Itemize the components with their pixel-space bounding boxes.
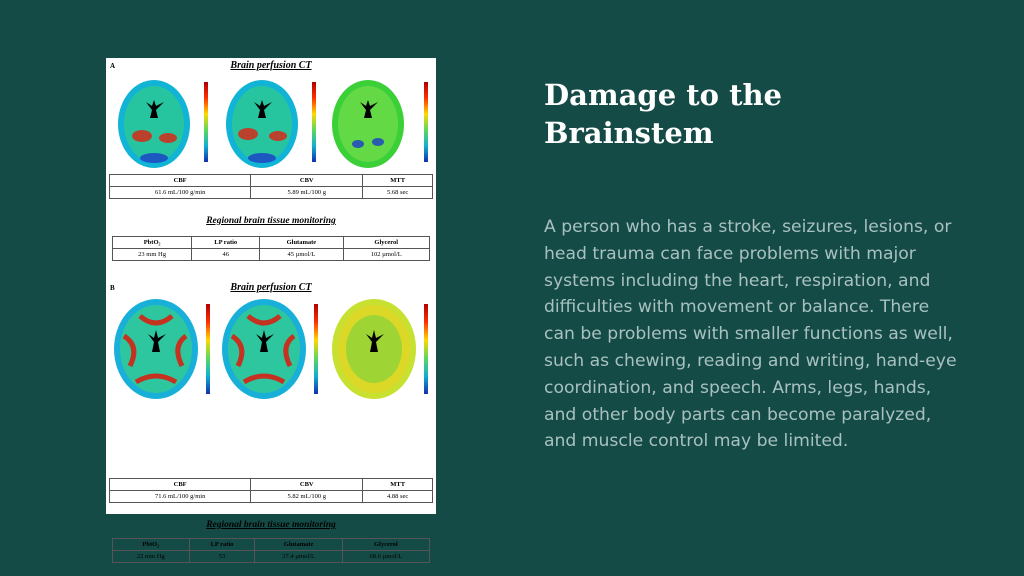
table-cell: 22 mm Hg — [113, 551, 190, 563]
table-header-row — [110, 175, 433, 187]
ct-scan-mtt — [326, 74, 422, 172]
ct-scan-cbf — [112, 74, 208, 172]
table-header-row — [113, 237, 430, 249]
table-header: Glutamate — [255, 539, 342, 551]
table-cell: 5.89 mL/100 g — [251, 187, 363, 199]
monitoring-title: Regional brain tissue monitoring — [206, 216, 336, 226]
table-row — [110, 491, 433, 503]
ct-scan-row — [106, 296, 436, 402]
ct-scan-cbv — [220, 74, 316, 172]
table-header: CBF — [110, 479, 251, 491]
table-row — [113, 551, 430, 563]
table-header: MTT — [363, 175, 433, 187]
colorbar — [204, 82, 208, 162]
slide-title: Damage to the Brainstem — [544, 78, 783, 150]
colorbar — [424, 304, 428, 394]
table-cell: 4.88 sec — [363, 491, 433, 503]
table-cell: 5.68 sec — [363, 187, 433, 199]
ct-scan-row — [106, 74, 436, 172]
panel-letter: A — [110, 62, 116, 70]
monitoring-table — [112, 538, 430, 563]
table-cell: 5.82 mL/100 g — [251, 491, 363, 503]
table-cell: 45 µmol/L — [260, 249, 343, 261]
colorbar — [314, 304, 318, 394]
ct-title: Brain perfusion CT — [230, 60, 312, 71]
table-header: PbtO₂ — [113, 237, 192, 249]
ct-scan-cbv — [218, 296, 314, 402]
table-row — [113, 249, 430, 261]
table-row — [110, 187, 433, 199]
table-cell: 71.6 mL/100 g/min — [110, 491, 251, 503]
ct-scan-cbf — [110, 296, 206, 402]
colorbar — [312, 82, 316, 162]
table-header: LP ratio — [192, 237, 260, 249]
slide-body: A person who has a stroke, seizures, lesions, or head trauma can face problems with major systems including the heart, respiration, and difficulties with movement or balance. There can be problems with smaller functions as well, such as chewing, reading and writing, hand-eye coordination, and speech. Arms, legs, hands, and other body parts can become paralyzed, and muscle control may be limited. — [544, 217, 957, 452]
table-cell: 23 mm Hg — [113, 249, 192, 261]
ct-title: Brain perfusion CT — [230, 282, 312, 293]
table-cell: 68.6 µmol/L — [342, 551, 429, 563]
monitoring-table — [112, 236, 430, 261]
table-cell: 37.4 µmol/L — [255, 551, 342, 563]
table-header: Glycerol — [342, 539, 429, 551]
table-header: Glycerol — [343, 237, 429, 249]
table-header: LP ratio — [189, 539, 255, 551]
perfusion-table — [109, 174, 433, 199]
brain-perfusion-figure — [106, 58, 436, 560]
table-header: CBF — [110, 175, 251, 187]
table-cell: 61.6 mL/100 g/min — [110, 187, 251, 199]
table-cell: 102 µmol/L — [343, 249, 429, 261]
table-header: PbtO₂ — [113, 539, 190, 551]
table-header: CBV — [251, 175, 363, 187]
table-cell: 46 — [192, 249, 260, 261]
colorbar — [424, 82, 428, 162]
table-header: Glutamate — [260, 237, 343, 249]
panel-letter: B — [110, 284, 115, 292]
colorbar — [206, 304, 210, 394]
table-header-row — [110, 479, 433, 491]
table-header: MTT — [363, 479, 433, 491]
table-header: CBV — [251, 479, 363, 491]
table-cell: 53 — [189, 551, 255, 563]
monitoring-title: Regional brain tissue monitoring — [206, 520, 336, 530]
ct-scan-mtt — [328, 296, 424, 402]
perfusion-table — [109, 478, 433, 503]
table-header-row — [113, 539, 430, 551]
